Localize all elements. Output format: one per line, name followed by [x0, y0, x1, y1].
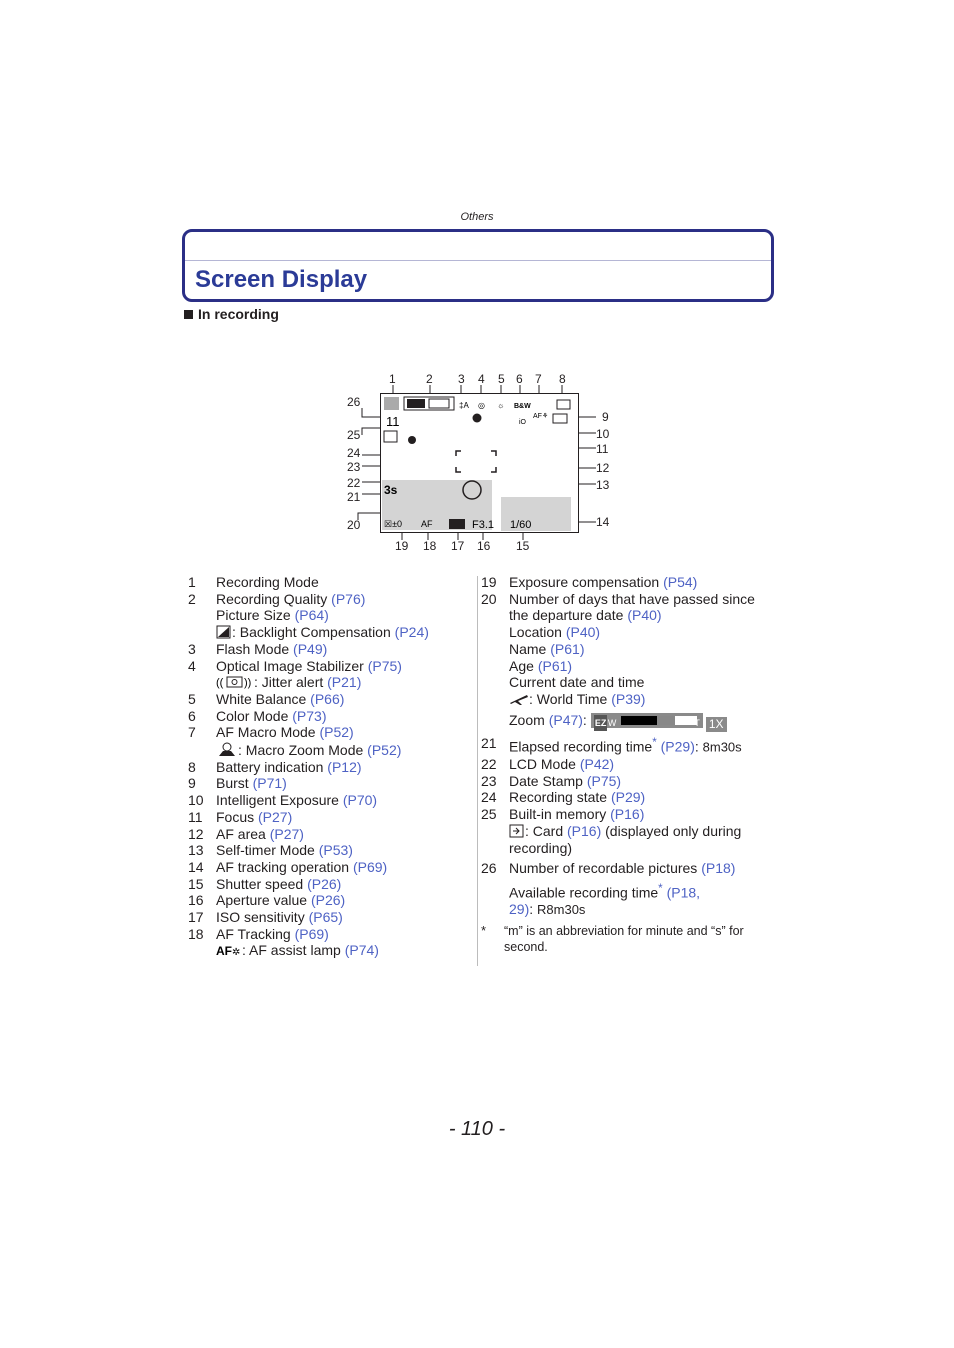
- item-text: : Jitter alert: [254, 674, 324, 691]
- callout-13: 13: [596, 478, 610, 492]
- left-list: [188, 574, 468, 959]
- item-text: Color Mode: [216, 707, 289, 724]
- page-link[interactable]: (P65): [308, 909, 343, 926]
- page-link[interactable]: (P69): [294, 925, 329, 942]
- square-bullet-icon: [184, 310, 193, 319]
- list-item: [188, 607, 468, 624]
- list-item: 24 Recording state (P29): [481, 789, 646, 806]
- list-item: 25 Built-in memory (P16): [481, 806, 645, 823]
- column-divider: [477, 576, 478, 966]
- page-link[interactable]: (P53): [318, 842, 353, 859]
- item-text: Recording Quality: [216, 590, 328, 607]
- zoom-bar: EZ W T: [591, 713, 703, 728]
- page-link[interactable]: (P69): [352, 858, 388, 875]
- page-link[interactable]: (P52): [319, 724, 354, 741]
- list-item: 6 Color Mode (P73): [188, 707, 327, 724]
- list-item: [188, 741, 468, 759]
- callout-2: 2: [426, 372, 433, 386]
- list-item: 20 Number of days that have passed since: [481, 590, 755, 607]
- screen-diagram: [340, 370, 620, 560]
- item-text: Battery indication: [216, 758, 324, 775]
- item-text: Picture Size: [216, 607, 291, 624]
- callout-1: 1: [389, 372, 396, 386]
- recording-state-icon: [408, 436, 416, 444]
- item-text: Intelligent Exposure: [216, 792, 339, 809]
- page-link[interactable]: (P61): [550, 640, 585, 657]
- page-link[interactable]: (P73): [292, 707, 327, 724]
- callout-18: 18: [423, 539, 437, 553]
- list-item: Available recording time* (P18,: [509, 881, 701, 901]
- footnote: * “m” is an abbreviation for minute and “s” for second.: [481, 922, 744, 954]
- page-link[interactable]: (P16): [610, 806, 645, 823]
- callout-15: 15: [516, 539, 530, 553]
- page-link[interactable]: (P27): [258, 808, 293, 825]
- list-item: Location (P40): [509, 624, 601, 641]
- af-assist-icon: [216, 942, 242, 958]
- page-link[interactable]: (P16): [567, 822, 602, 839]
- exposure-value-icon: ☒±0: [384, 519, 403, 529]
- list-item: 26 Number of recordable pictures (P18): [481, 860, 736, 877]
- zoom-ratio: 1X: [706, 717, 727, 732]
- page-link[interactable]: (P29): [610, 789, 646, 806]
- list-item: Name (P61): [509, 640, 585, 657]
- page-link[interactable]: (P54): [663, 574, 698, 590]
- callout-16: 16: [477, 539, 491, 553]
- callout-19: 19: [395, 539, 409, 553]
- page-link[interactable]: (P70): [342, 792, 378, 809]
- list-item: : Card (P16) (displayed only during: [481, 823, 781, 840]
- callout-8: 8: [559, 372, 566, 386]
- item-text: AF tracking operation: [216, 858, 350, 875]
- item-text: Burst: [216, 775, 249, 792]
- backlight-icon: [216, 624, 232, 640]
- self-timer-icon: [463, 481, 481, 499]
- page-number: - 110 -: [448, 1118, 506, 1140]
- item-text: AF Macro Mode: [216, 724, 316, 741]
- list-item: 17 ISO sensitivity (P65): [188, 909, 343, 926]
- item-text: Optical Image Stabilizer: [216, 657, 364, 674]
- page-link[interactable]: (P26): [310, 892, 346, 909]
- list-item: 14 AF tracking operation (P69): [188, 858, 388, 875]
- picture-count: 11: [386, 414, 400, 429]
- item-text: Recording Mode: [216, 574, 319, 590]
- page-link[interactable]: (P71): [252, 775, 287, 792]
- callout-23: 23: [347, 460, 361, 474]
- focus-icon: [473, 414, 482, 423]
- header-label: Others: [460, 211, 494, 223]
- callout-12: 12: [596, 461, 610, 475]
- list-item: 21 Elapsed recording time* (P29): 8m30s: [481, 734, 742, 755]
- item-text: Aperture value: [216, 892, 308, 909]
- list-item: 18 AF Tracking (P69): [188, 925, 329, 942]
- callout-20: 20: [347, 518, 361, 532]
- callout-17: 17: [451, 539, 465, 553]
- af-area-icon: [456, 451, 496, 472]
- list-item: the departure date (P40): [509, 607, 662, 624]
- page-link[interactable]: (P29): [660, 738, 695, 755]
- page-link[interactable]: (P40): [627, 607, 662, 624]
- page-link[interactable]: (P47): [548, 711, 583, 728]
- card-icon: [509, 824, 525, 838]
- page-link[interactable]: (P39): [611, 690, 646, 707]
- stabilizer-icon: ◎: [478, 401, 485, 410]
- shutter-display: 1/60: [510, 519, 532, 531]
- callout-14: 14: [596, 515, 610, 529]
- screen-icons-svg: [381, 394, 578, 532]
- item-text: Self-timer Mode: [216, 842, 315, 859]
- callout-24: 24: [347, 446, 361, 460]
- callout-5: 5: [498, 372, 505, 386]
- page-link[interactable]: (P75): [586, 772, 622, 789]
- list-item: recording): [509, 839, 573, 856]
- svg-text:)): )): [244, 677, 252, 690]
- page-link[interactable]: (P76): [331, 590, 366, 607]
- section-label: In recording: [198, 306, 279, 322]
- page-link[interactable]: 29): [509, 901, 530, 918]
- list-item: 29): R8m30s: [509, 901, 586, 918]
- list-item: 11 Focus (P27): [188, 808, 293, 825]
- list-item: 10 Intelligent Exposure (P70): [188, 792, 378, 809]
- page-link[interactable]: (P42): [579, 755, 615, 772]
- callout-7: 7: [535, 372, 542, 386]
- callout-22: 22: [347, 476, 361, 490]
- page-link[interactable]: (P24): [394, 624, 429, 641]
- intelligent-exposure-icon: iO: [519, 419, 526, 426]
- callout-21: 21: [347, 490, 361, 504]
- af-tracking-icon: AF: [421, 519, 433, 529]
- page-link[interactable]: (P66): [310, 690, 345, 707]
- list-item: 7 AF Macro Mode (P52): [188, 724, 354, 741]
- item-text: : Backlight Compensation: [232, 624, 391, 641]
- callout-4: 4: [478, 372, 485, 386]
- list-item: 8 Battery indication (P12): [188, 758, 362, 775]
- memory-icon: [384, 431, 397, 442]
- airplane-icon: [509, 692, 529, 706]
- section-heading: [184, 306, 279, 322]
- list-item: 16 Aperture value (P26): [188, 892, 346, 909]
- list-item: 15 Shutter speed (P26): [188, 875, 342, 892]
- list-item: 1 Recording Mode: [188, 574, 319, 590]
- list-item: 22 LCD Mode (P42): [481, 755, 615, 772]
- svg-text:✲: ✲: [232, 947, 241, 958]
- page-link[interactable]: (P26): [307, 875, 342, 892]
- callout-9: 9: [602, 410, 609, 424]
- page-link[interactable]: (P75): [367, 657, 402, 674]
- title-box: [182, 229, 774, 302]
- color-mode-icon: B&W: [514, 403, 531, 410]
- item-text: White Balance: [216, 690, 307, 707]
- burst-icon: [553, 414, 567, 423]
- recording-mode-icon: [384, 397, 399, 410]
- item-text: Flash Mode: [216, 640, 290, 657]
- list-item: Current date and time: [509, 674, 645, 691]
- list-item: 3 Flash Mode (P49): [188, 640, 328, 657]
- aperture-display: F3.1: [472, 519, 495, 531]
- callout-6: 6: [516, 372, 523, 386]
- page-link[interactable]: (P64): [294, 607, 329, 624]
- item-text: : Macro Zoom Mode: [238, 742, 364, 759]
- title-rule: [185, 260, 771, 261]
- page-link[interactable]: (P18,: [666, 884, 701, 901]
- screen-frame: [380, 393, 579, 533]
- list-item: Age (P61): [509, 657, 573, 674]
- list-item: [188, 942, 468, 959]
- item-text: : AF assist lamp: [242, 942, 341, 959]
- battery-icon: [557, 400, 570, 409]
- item-text: AF area: [216, 825, 266, 842]
- page-link[interactable]: (P18): [701, 860, 736, 877]
- flash-icon: ‡A: [459, 401, 469, 410]
- item-text: ISO sensitivity: [216, 909, 305, 926]
- callout-26: 26: [347, 395, 361, 409]
- callout-10: 10: [596, 427, 610, 441]
- page-link[interactable]: (P40): [565, 624, 601, 641]
- list-item: : World Time (P39): [481, 691, 781, 708]
- list-item: 12 AF area (P27): [188, 825, 304, 842]
- white-balance-icon: ☼: [497, 401, 505, 410]
- page-link[interactable]: (P12): [327, 758, 362, 775]
- list-item: 19 Exposure compensation (P54): [481, 574, 698, 590]
- callout-25: 25: [347, 428, 361, 442]
- svg-text:AF: AF: [216, 944, 232, 958]
- list-item: 9 Burst (P71): [188, 775, 287, 792]
- list-item: 23 Date Stamp (P75): [481, 772, 622, 789]
- item-text: Focus: [216, 808, 255, 825]
- list-item: 4 Optical Image Stabilizer (P75): [188, 657, 402, 674]
- svg-text:((: ((: [216, 677, 224, 690]
- page-link[interactable]: (P74): [344, 942, 379, 959]
- elapsed-time-icon: 3s: [384, 483, 398, 497]
- page-link[interactable]: (P21): [327, 674, 362, 691]
- page-title: Screen Display: [195, 266, 368, 293]
- list-item: 13 Self-timer Mode (P53): [188, 842, 353, 859]
- right-list: [481, 574, 781, 955]
- af-macro-icon: AF⚘: [533, 413, 549, 420]
- page-link[interactable]: (P52): [367, 742, 402, 759]
- page-link[interactable]: (P49): [293, 640, 328, 657]
- callout-11: 11: [596, 442, 609, 456]
- list-item: [188, 624, 468, 641]
- page-link[interactable]: (P61): [537, 657, 573, 674]
- page-link[interactable]: (P27): [269, 825, 304, 842]
- list-item: Zoom (P47): EZ W T 1X: [481, 712, 781, 732]
- iso-icon: [449, 519, 465, 529]
- macro-zoom-icon: [216, 742, 238, 758]
- item-text: AF Tracking: [216, 925, 291, 942]
- jitter-icon: [216, 674, 254, 690]
- list-item: 5 White Balance (P66): [188, 690, 345, 707]
- callout-3: 3: [458, 372, 465, 386]
- list-item: [188, 674, 468, 691]
- list-item: 2 Recording Quality (P76): [188, 590, 366, 607]
- item-text: Shutter speed: [216, 875, 304, 892]
